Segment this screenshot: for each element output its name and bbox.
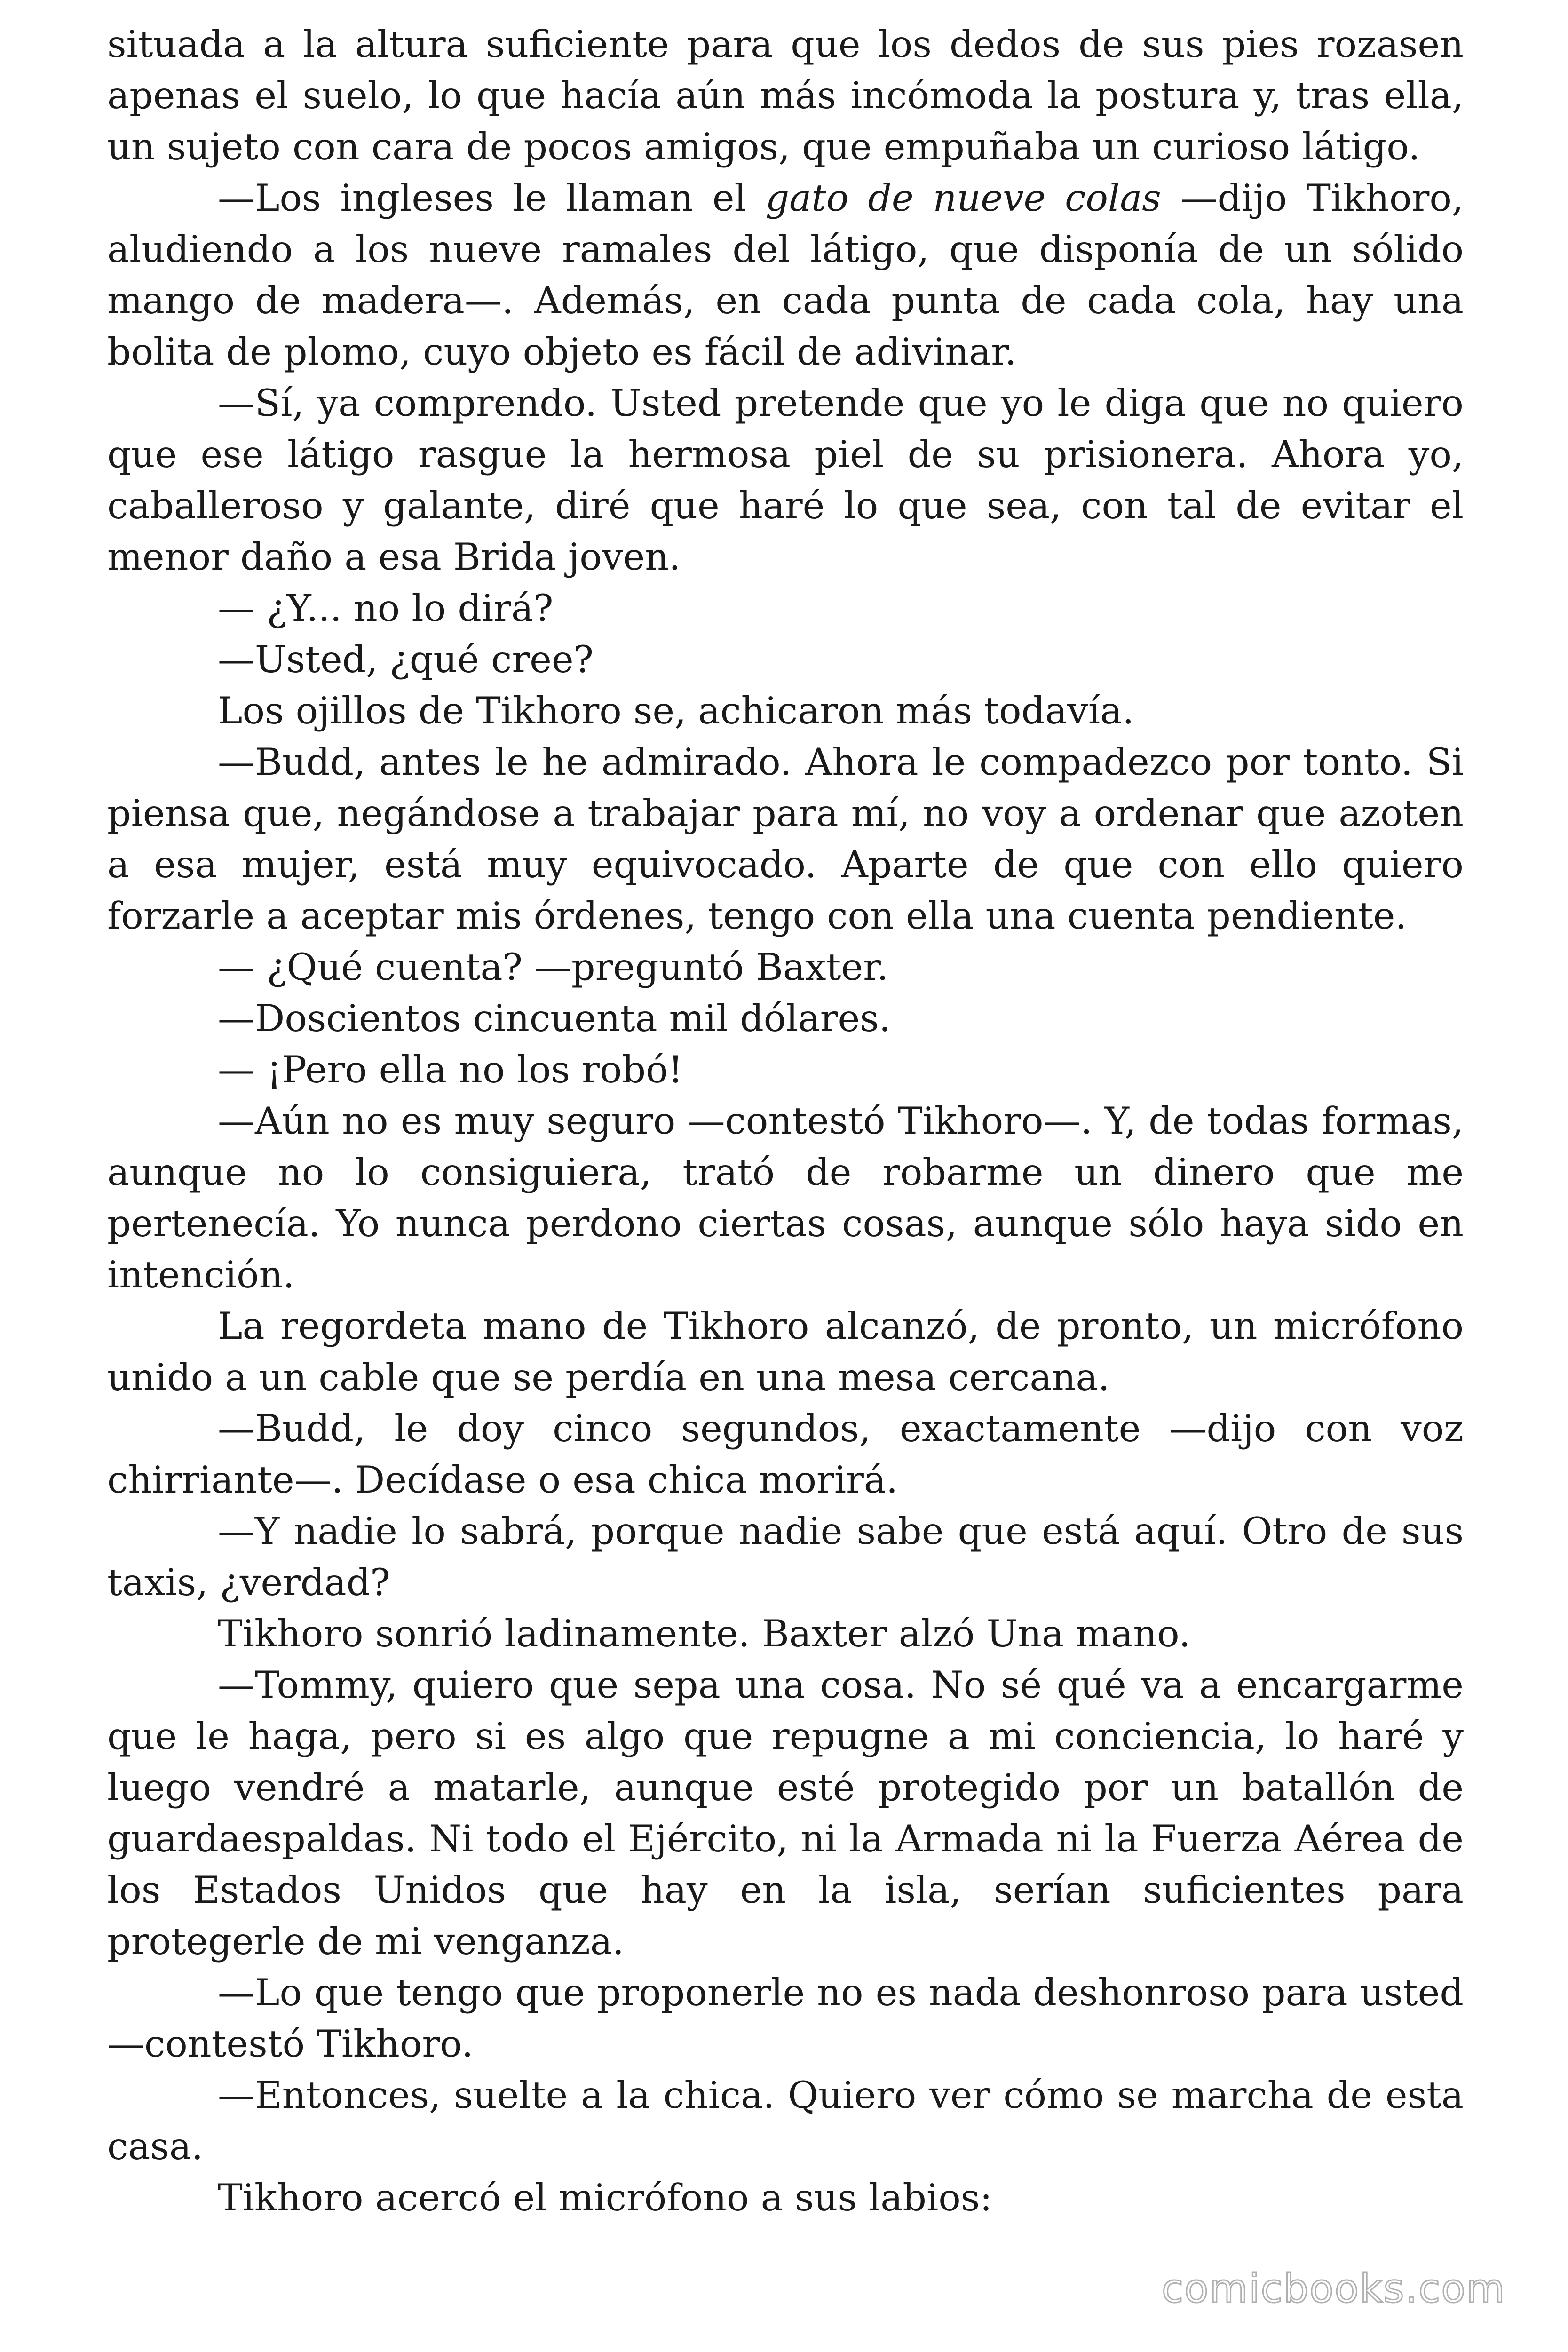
paragraph: — ¿Y... no lo dirá? [218,587,554,630]
paragraph: — ¿Qué cuenta? —preguntó Baxter. [218,946,889,989]
paragraph: —Sí, ya comprendo. Usted pretende que yo le diga que no quiero que ese látigo rasgue la hermosa piel de su prisionera. Ahora yo, caballeroso y galante, diré que haré lo que sea, con tal de evitar el menor daño a esa Brida joven. [107,381,1464,579]
paragraph: —Y nadie lo sabrá, porque nadie sabe que está aquí. Otro de sus taxis, ¿verdad? [107,1510,1464,1604]
paragraph: Tikhoro sonrió ladinamente. Baxter alzó Una mano. [218,1612,1191,1655]
paragraph: La regordeta mano de Tikhoro alcanzó, de pronto, un micrófono unido a un cable que se perdía en una mesa cercana. [107,1304,1464,1399]
paragraph: Los ojillos de Tikhoro se, achicaron más todavía. [218,689,1134,732]
paragraph: —Budd, antes le he admirado. Ahora le compadezco por tonto. Si piensa que, negándose a trabajar para mí, no voy a ordenar que azoten a esa mujer, está muy equivocado. Aparte de que con ello quiero forzarle a aceptar mis órdenes, tengo con ella una cuenta pendiente. [107,740,1464,938]
paragraph [107,173,1464,378]
paragraph-text: —dijo Tikhoro, aludiendo a los nueve ramales del látigo, que disponía de un sólido mango de madera—. Además, en cada punta de cada cola, hay una bolita de plomo, cuyo objeto es fácil de adivinar. [107,176,1464,373]
paragraph: situada a la altura suficiente para que los dedos de sus pies rozasen apenas el suelo, lo que hacía aún más incómoda la postura y, tras ella, un sujeto con cara de pocos amigos, que empuñaba un curioso látigo. [107,23,1464,168]
book-page-text [107,19,1464,2224]
paragraph: —Budd, le doy cinco segundos, exactamente —dijo con voz chirriante—. Decídase o esa chica morirá. [107,1407,1464,1502]
paragraph: —Entonces, suelte a la chica. Quiero ver cómo se marcha de esta casa. [107,2074,1464,2168]
paragraph: —Usted, ¿qué cree? [218,638,594,681]
paragraph: —Tommy, quiero que sepa una cosa. No sé qué va a encargarme que le haga, pero si es algo que repugne a mi conciencia, lo haré y luego vendré a matarle, aunque esté protegido por un batallón de guardaespaldas. Ni todo el Ejército, ni la Armada ni la Fuerza Aérea de los Estados Unidos que hay en la isla, serían suficientes para protegerle de mi venganza. [107,1663,1464,1963]
paragraph: —Doscientos cincuenta mil dólares. [218,997,891,1040]
italic-phrase: gato de nueve colas [765,176,1161,220]
paragraph: — ¡Pero ella no los robó! [218,1048,683,1091]
watermark: comicbooks.com [1162,2265,1506,2312]
paragraph: —Aún no es muy seguro —contestó Tikhoro—. Y, de todas formas, aunque no lo consiguiera, trató de robarme un dinero que me pertenecía. Yo nunca perdono ciertas cosas, aunque sólo haya sido en intención. [107,1099,1464,1296]
paragraph-text: —Los ingleses le llaman el [218,176,766,220]
paragraph: Tikhoro acercó el micrófono a sus labios: [218,2176,992,2219]
paragraph: —Lo que tengo que proponerle no es nada deshonroso para usted —contestó Tikhoro. [107,1971,1464,2066]
